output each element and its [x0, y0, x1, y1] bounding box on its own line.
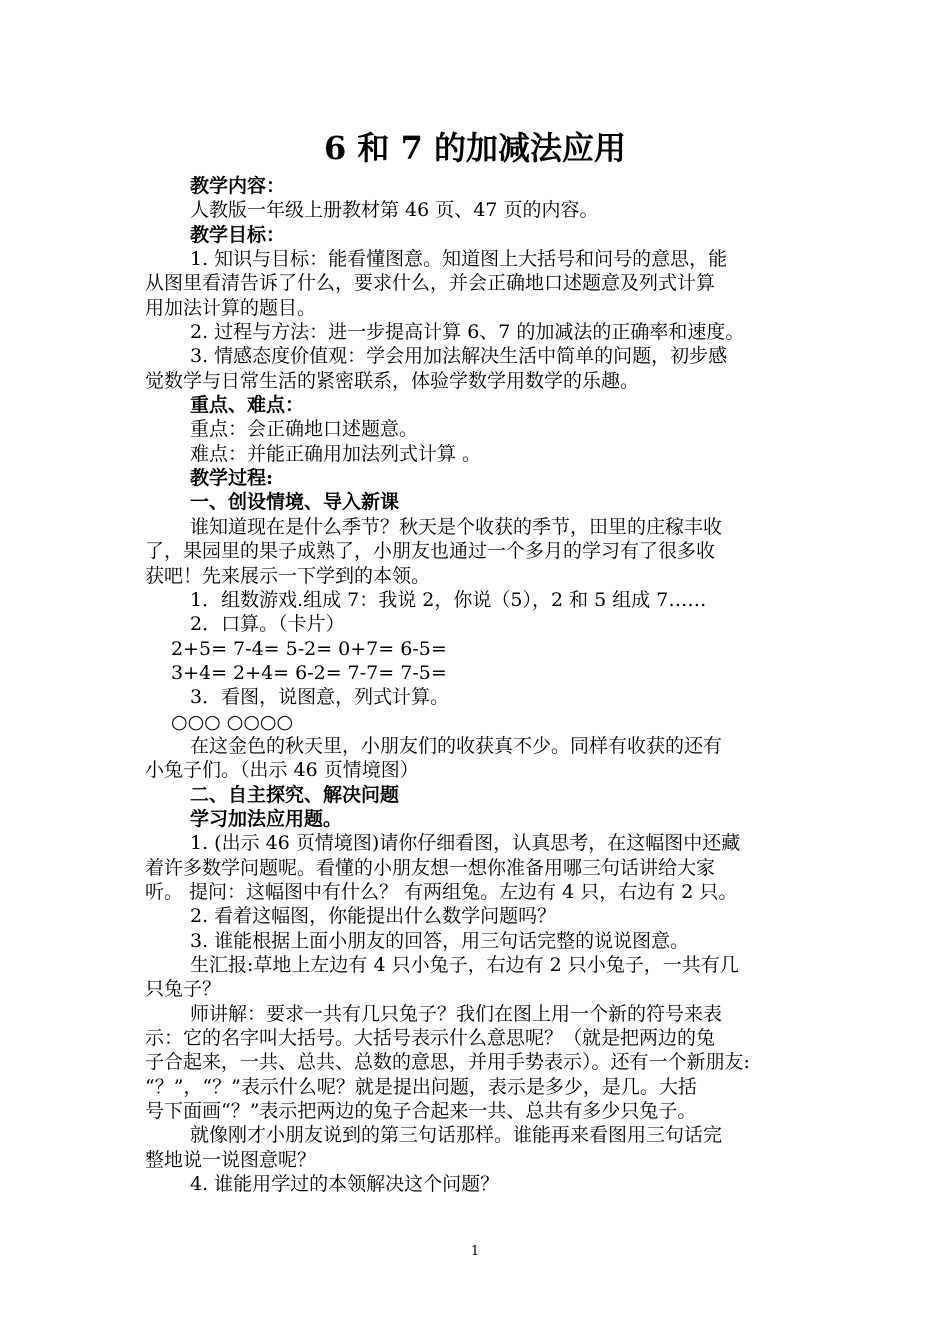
paragraph-line: 难点：并能正确用加法列式计算 。	[190, 442, 482, 465]
section-heading: 二、自主探究、解决问题	[190, 783, 400, 806]
paragraph-line: 听。 提问：这幅图中有什么？ 有两组兔。左边有 4 只，右边有 2 只。	[145, 880, 738, 903]
paragraph-line: 3. 谁能根据上面小朋友的回答，用三句话完整的说说图意。	[190, 929, 690, 952]
section-heading: 一、创设情境、导入新课	[190, 491, 400, 514]
paragraph-line: 1. 知识与目标：能看懂图意。知道图上大括号和问号的意思，能	[190, 248, 728, 271]
paragraph-line: 了，果园里的果子成熟了，小朋友也通过一个多月的学习有了很多收	[145, 540, 716, 563]
paragraph-line: ○○○ ○○○○	[171, 710, 294, 733]
page-number: 1	[470, 1244, 480, 1259]
paragraph-line: 2+5= 7-4= 5-2= 0+7= 6-5=	[171, 637, 447, 660]
paragraph-line: 示：它的名字叫大括号。大括号表示什么意思呢？（就是把两边的兔	[145, 1027, 716, 1050]
paragraph-line: 人教版一年级上册教材第 46 页、47 页的内容。	[190, 199, 599, 222]
paragraph-line: 重点：会正确地口述题意。	[190, 418, 419, 441]
paragraph-line: 用加法计算的题目。	[145, 296, 317, 319]
paragraph-line: 4. 谁能用学过的本领解决这个问题？	[190, 1173, 500, 1196]
section-heading: 教学内容：	[190, 175, 286, 197]
paragraph-line: 3+4= 2+4= 6-2= 7-7= 7-5=	[171, 661, 447, 684]
paragraph-line: 就像刚才小朋友说到的第三句话那样。谁能再来看图用三句话完	[190, 1124, 723, 1147]
paragraph-line: 在这金色的秋天里，小朋友们的收获真不少。同样有收获的还有	[190, 734, 723, 757]
paragraph-line: 1. (出示 46 页情境图)请你仔细看图，认真思考，在这幅图中还藏	[190, 832, 741, 855]
paragraph-line: “？”，“？”表示什么呢？就是提出问题，表示是多少，是几。大括	[145, 1075, 697, 1098]
paragraph-line: 只兔子？	[145, 978, 222, 1001]
section-heading: 教学目标：	[190, 223, 286, 246]
body-text	[145, 174, 810, 1196]
paragraph-line: 2. 过程与方法：进一步提高计算 6、7 的加减法的正确率和速度。	[190, 321, 745, 344]
paragraph-line: 2. 看着这幅图，你能提出什么数学问题吗？	[190, 905, 557, 928]
paragraph-line: 从图里看清告诉了什么，要求什么，并会正确地口述题意及列式计算	[145, 272, 716, 295]
paragraph-line: 3．看图，说图意，列式计算。	[190, 686, 450, 709]
section-heading: 学习加法应用题。	[190, 807, 343, 830]
paragraph-line: 小兔子们。（出示 46 页情境图）	[145, 759, 419, 782]
page-title: 6 和 7 的加减法应用	[324, 129, 626, 167]
section-heading: 重点、难点：	[190, 394, 305, 417]
paragraph-line: 子合起来，一共、总共、总数的意思，并用手势表示）。还有一个新朋友:	[145, 1051, 750, 1074]
paragraph-line: 着许多数学问题呢。看懂的小朋友想一想你准备用哪三句话讲给大家	[145, 856, 716, 879]
paragraph-line: 号下面画“？”表示把两边的兔子合起来一共、总共有多少只兔子。	[145, 1100, 697, 1123]
paragraph-line: 2．口算。（卡片）	[190, 613, 345, 636]
paragraph-line: 谁知道现在是什么季节？秋天是个收获的季节，田里的庄稼丰收	[190, 515, 723, 538]
paragraph-line: 生汇报:草地上左边有 4 只小兔子，右边有 2 只小兔子，一共有几	[190, 954, 739, 976]
paragraph-line: 获吧！先来展示一下学到的本领。	[145, 564, 431, 587]
paragraph-line: 1．组数游戏.组成 7：我说 2，你说（5），2 和 5 组成 7……	[190, 588, 707, 611]
section-heading: 教学过程:	[190, 467, 274, 490]
paragraph-line: 3. 情感态度价值观：学会用加法解决生活中简单的问题，初步感	[190, 345, 728, 368]
paragraph-line: 整地说一说图意呢？	[145, 1148, 317, 1171]
paragraph-line: 觉数学与日常生活的紧密联系，体验学数学用数学的乐趣。	[145, 369, 640, 392]
paragraph-line: 师讲解：要求一共有几只兔子？我们在图上用一个新的符号来表	[190, 1002, 723, 1025]
